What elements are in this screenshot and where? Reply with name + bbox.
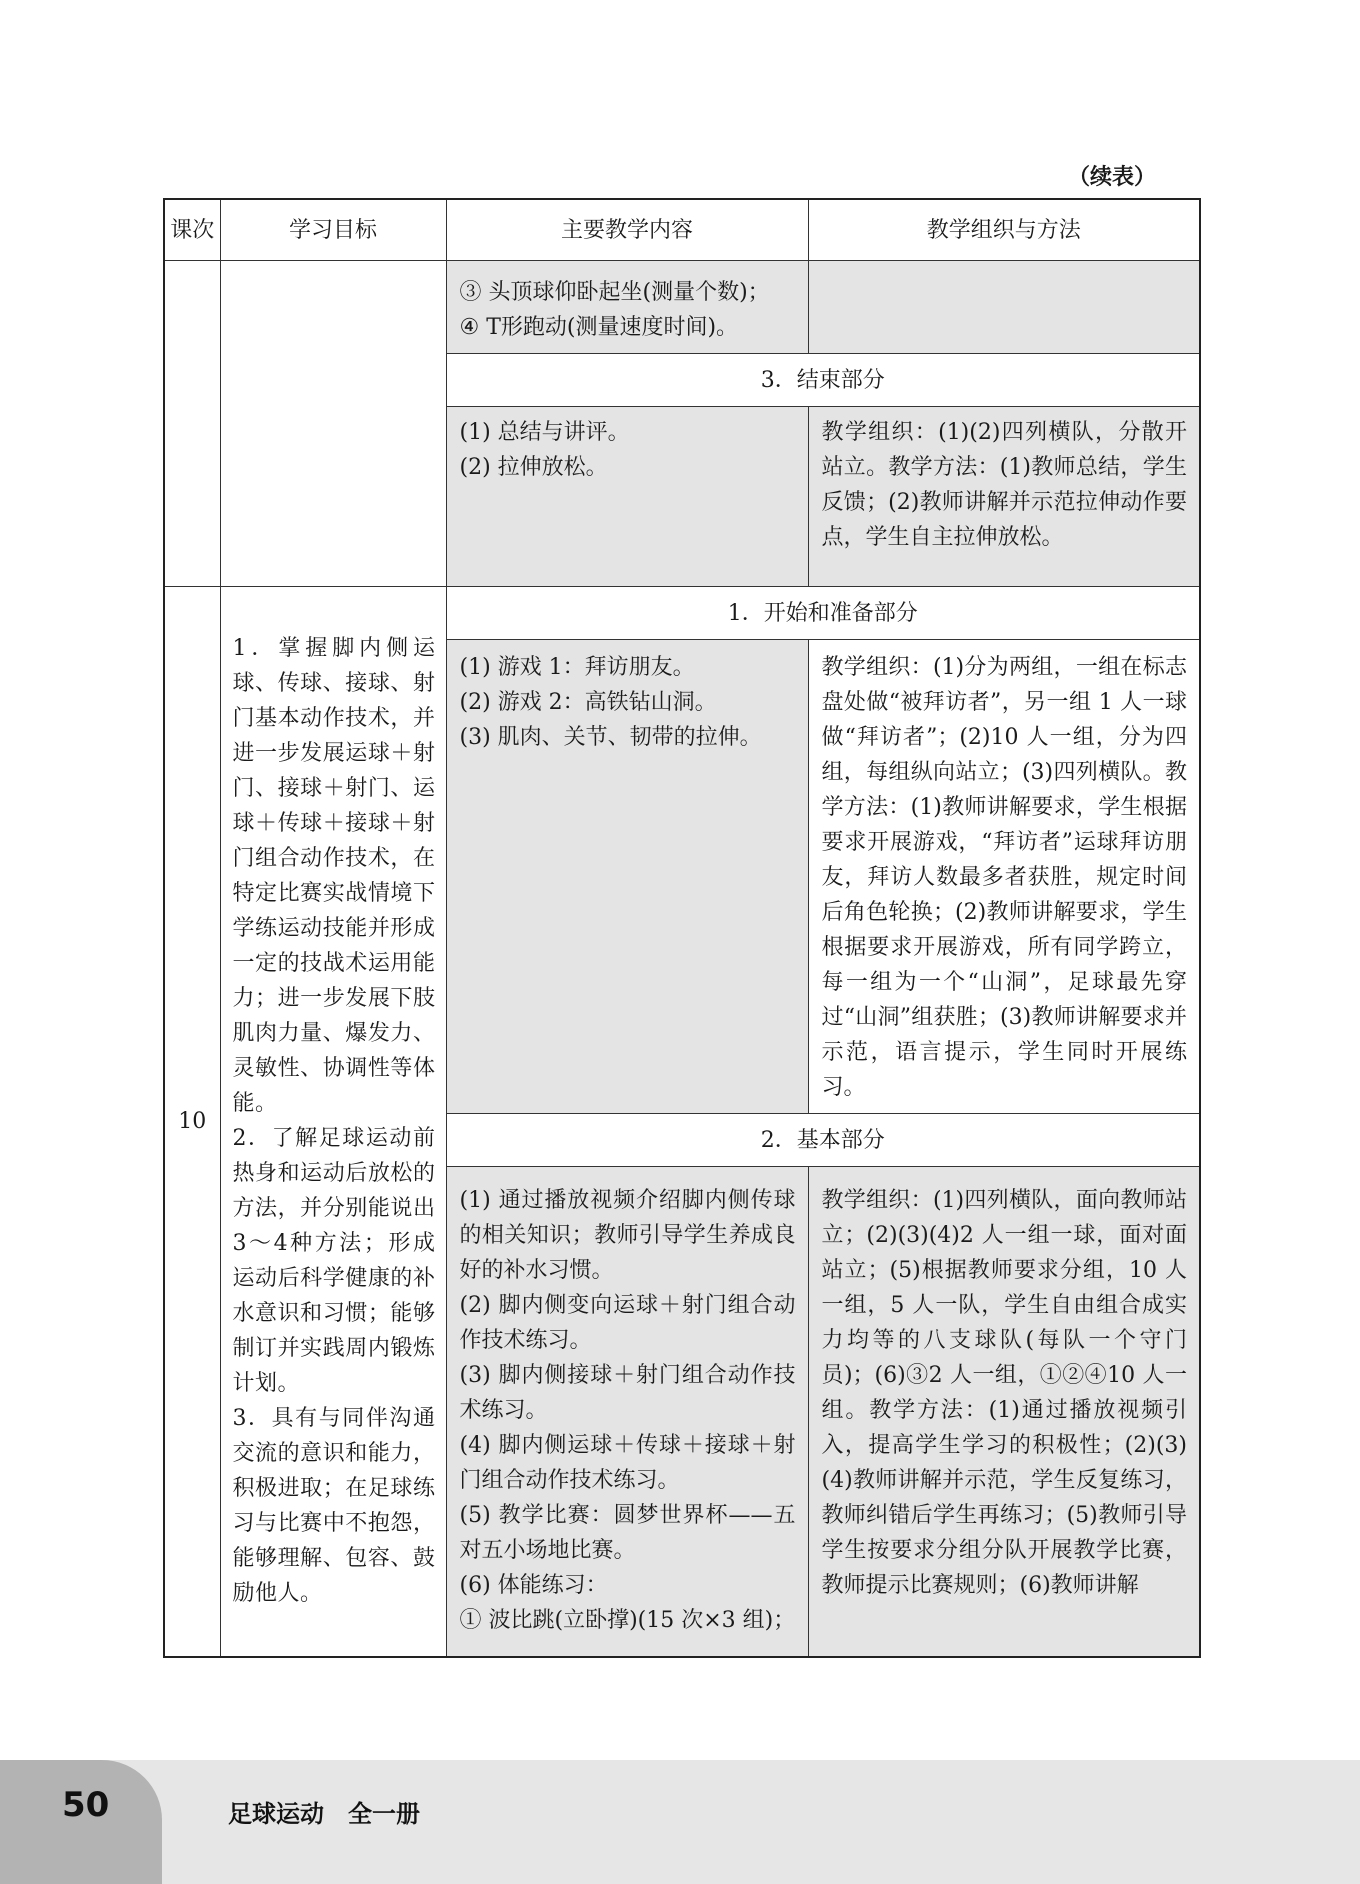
section-start-heading: 1．开始和准备部分 bbox=[446, 587, 1200, 640]
goal-cell bbox=[220, 587, 446, 1657]
start-method-text: 教学组织：(1)分为两组，一组在标志盘处做“被拜访者”，另一组 1 人一球做“拜访者”；(2)10 人一组，分为四组，每组纵向站立；(3)四列横队。教学方法：(1)教师讲解要求，学生根据要求开展游戏，“拜访者”运球拜访朋友，拜访人数最多者获胜，规定时间后角色轮换；(2)教师讲解要求，学生根据要求开展游戏，所有同学跨立，每一组为一个“山洞”，足球最先穿过“山洞”组获胜；(3)教师讲解要求并示范，语言提示，学生同时开展练习。 bbox=[821, 655, 1187, 1100]
basic-method-text: 教学组织：(1)四列横队，面向教师站立；(2)(3)(4)2 人一组一球，面对面站立；(5)根据教师要求分组，10 人一组，5 人一队，学生自由组合成实力均等的八支球队(每队一个守门员)；(6)③2 人一组，①②④10 人一组。教学方法：(1)通过播放视频引入，提高学生学习的积极性；(2)(3)(4)教师讲解并示范，学生反复练习，教师纠错后学生再练习；(5)教师引导学生按要求分组分队开展教学比赛，教师提示比赛规则；(6)教师讲解 bbox=[821, 1188, 1187, 1598]
content-line: (2) 拉伸放松。 bbox=[459, 455, 608, 480]
content-line: (1) 总结与讲评。 bbox=[459, 420, 630, 445]
start-method-cell bbox=[808, 640, 1200, 1114]
content-line: (6) 体能练习： bbox=[459, 1573, 608, 1598]
header-lesson: 课次 bbox=[164, 199, 220, 261]
section-basic-heading: 2．基本部分 bbox=[446, 1114, 1200, 1167]
content-line: (1) 游戏 1：拜访朋友。 bbox=[459, 655, 695, 680]
goal-1: 1．掌握脚内侧运球、传球、接球、射门基本动作技术，并进一步发展运球＋射门、接球＋射门、运球＋传球＋接球＋射门组合动作技术，在特定比赛实战情境下学练运动技能并形成一定的技战术运用能力；进一步发展下肢肌肉力量、爆发力、灵敏性、协调性等体能。 bbox=[232, 636, 436, 1116]
content-line: (4) 脚内侧运球＋传球＋接球＋射门组合动作技术练习。 bbox=[459, 1433, 796, 1493]
section-end-heading: 3．结束部分 bbox=[446, 354, 1200, 407]
header-goal: 学习目标 bbox=[220, 199, 446, 261]
header-method: 教学组织与方法 bbox=[808, 199, 1200, 261]
header-content: 主要教学内容 bbox=[446, 199, 808, 261]
content-line: ③ 头顶球仰卧起坐(测量个数)； bbox=[459, 280, 770, 305]
page-footer bbox=[0, 1760, 1360, 1884]
basic-content-cell bbox=[446, 1167, 808, 1657]
lesson-cell-prev bbox=[164, 261, 220, 587]
content-line: (2) 脚内侧变向运球＋射门组合动作技术练习。 bbox=[459, 1293, 796, 1353]
goal-3: 3．具有与同伴沟通交流的意识和能力，积极进取；在足球练习与比赛中不抱怨，能够理解、包容、鼓励他人。 bbox=[232, 1406, 436, 1606]
test-content-cell bbox=[446, 261, 808, 354]
basic-method-cell bbox=[808, 1167, 1200, 1657]
table-header-row bbox=[164, 199, 1200, 261]
end-method-cell bbox=[808, 407, 1200, 587]
book-title: 足球运动 全一册 bbox=[228, 1800, 420, 1828]
table-row bbox=[164, 261, 1200, 354]
goal-cell-prev bbox=[220, 261, 446, 587]
content-line: (2) 游戏 2：高铁钻山洞。 bbox=[459, 690, 717, 715]
content-line: (1) 通过播放视频介绍脚内侧传球的相关知识；教师引导学生养成良好的补水习惯。 bbox=[459, 1188, 796, 1283]
goal-2: 2．了解足球运动前热身和运动后放松的方法，并分别能说出3～4种方法；形成运动后科学健康的补水意识和习惯；能够制订并实践周内锻炼计划。 bbox=[232, 1126, 436, 1396]
start-content-cell bbox=[446, 640, 808, 1114]
content-line: (3) 脚内侧接球＋射门组合动作技术练习。 bbox=[459, 1363, 796, 1423]
content-line: (3) 肌肉、关节、韧带的拉伸。 bbox=[459, 725, 762, 750]
content-line: ① 波比跳(立卧撑)(15 次×3 组)； bbox=[459, 1608, 796, 1633]
lesson-plan-table bbox=[163, 198, 1201, 1658]
end-content-cell bbox=[446, 407, 808, 587]
content-line: (5) 教学比赛：圆梦世界杯——五对五小场地比赛。 bbox=[459, 1503, 796, 1563]
continued-label: （续表） bbox=[1068, 165, 1157, 190]
content-line: ④ T形跑动(测量速度时间)。 bbox=[459, 315, 739, 340]
lesson-number: 10 bbox=[164, 587, 220, 1657]
table-row bbox=[164, 587, 1200, 640]
end-method-text: 教学组织：(1)(2)四列横队，分散开站立。教学方法：(1)教师总结，学生反馈；(2)教师讲解并示范拉伸动作要点，学生自主拉伸放松。 bbox=[821, 420, 1187, 550]
page-number: 50 bbox=[62, 1785, 110, 1825]
test-method-cell bbox=[808, 261, 1200, 354]
